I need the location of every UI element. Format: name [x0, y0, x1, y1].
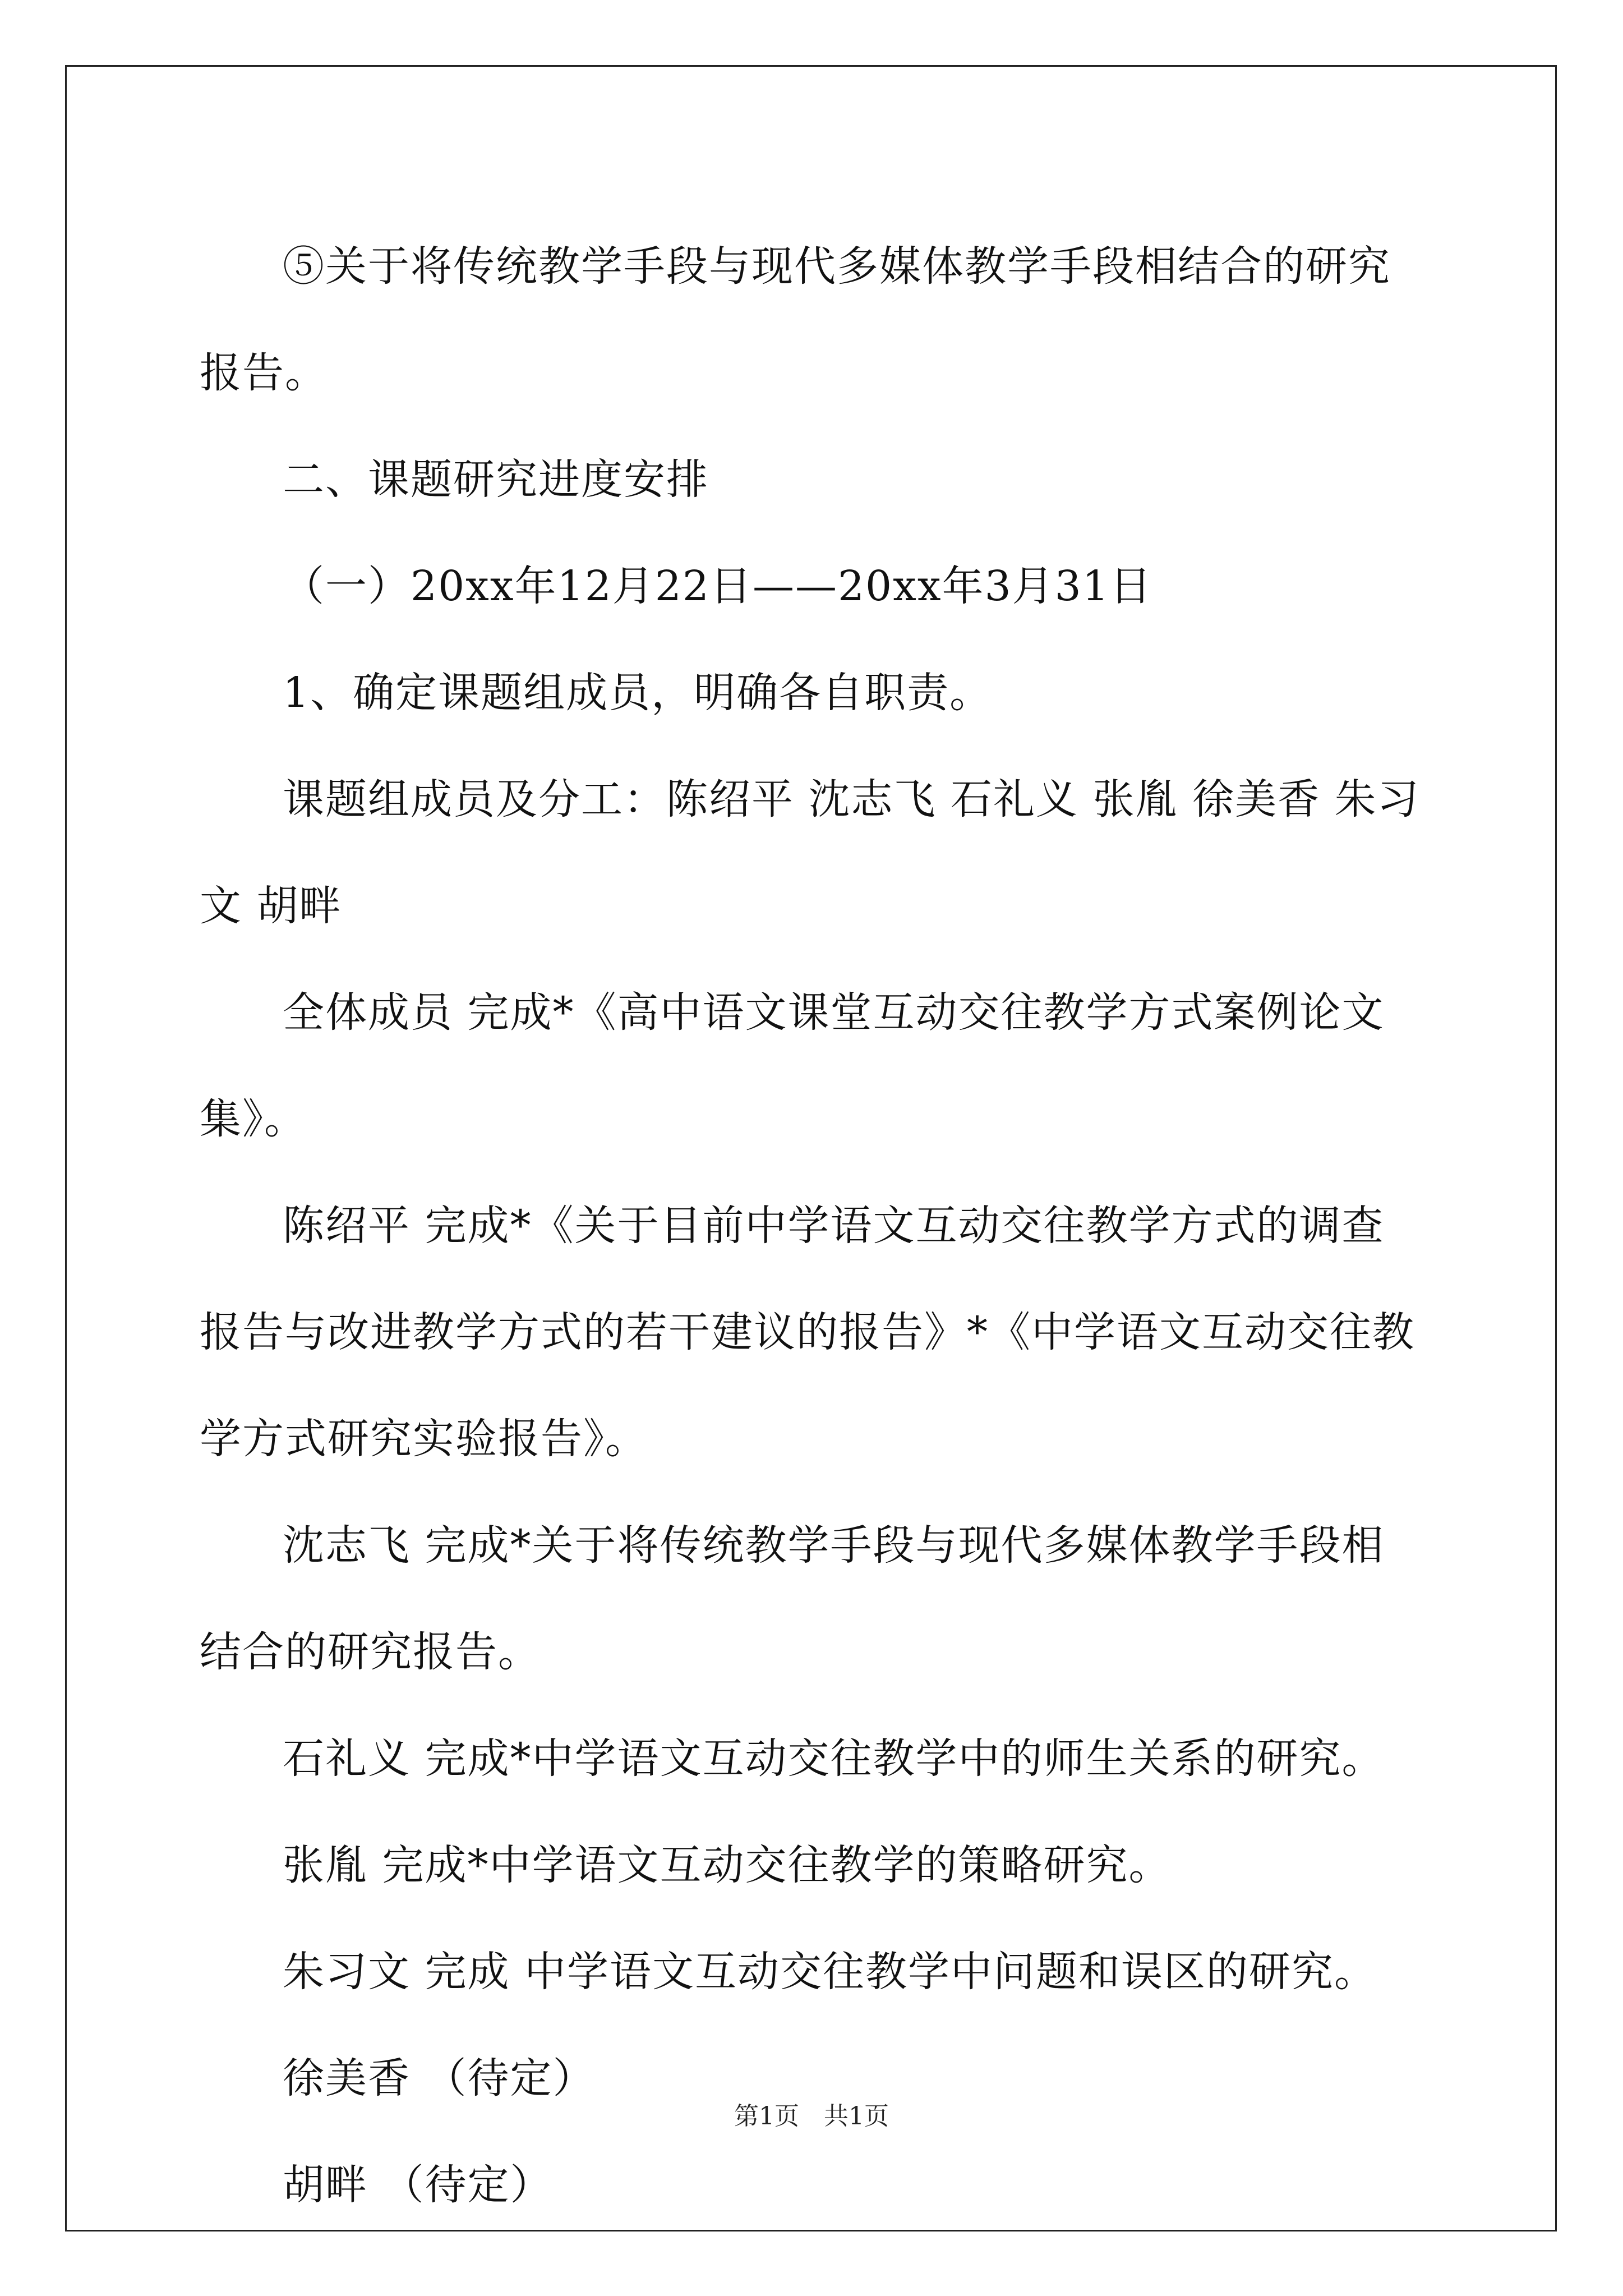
step-one-members: 1、确定课题组成员，明确各自职责。 [283, 669, 993, 717]
section-heading-schedule: 二、课题研究进度安排 [283, 455, 709, 504]
paragraph-chen-task: 陈绍平 完成*《关于目前中学语文互动交往教学方式的调查报告与改进教学方式的若干建议的报告》*《中学语文互动交往教学方式研究实验报告》。 [200, 1202, 1415, 1463]
paragraph-hu-task: 胡畔 （待定） [283, 2161, 553, 2209]
page-number: 第1页 共1页 [734, 2102, 889, 2131]
paragraph-zhu-task: 朱习文 完成 中学语文互动交往教学中问题和误区的研究。 [283, 1948, 1377, 1996]
phase-one-dates: （一）20xx年12月22日——20xx年3月31日 [283, 562, 1152, 610]
paragraph-xu-task: 徐美香 （待定） [283, 2054, 596, 2102]
paragraph-shi-task: 石礼义 完成*中学语文互动交往教学中的师生关系的研究。 [283, 1734, 1385, 1783]
paragraph-member-list: 课题组成员及分工：陈绍平 沈志飞 石礼义 张胤 徐美香 朱习文 胡畔 [200, 775, 1420, 930]
document-body [200, 213, 1422, 2238]
paragraph-shen-task: 沈志飞 完成*关于将传统教学手段与现代多媒体教学手段相结合的研究报告。 [200, 1521, 1385, 1676]
paragraph-research-report: ⑤关于将传统教学手段与现代多媒体教学手段相结合的研究报告。 [200, 242, 1391, 397]
paragraph-zhang-task: 张胤 完成*中学语文互动交往教学的策略研究。 [283, 1841, 1172, 1889]
paragraph-all-members-task: 全体成员 完成*《高中语文课堂互动交往教学方式案例论文集》。 [200, 988, 1385, 1143]
